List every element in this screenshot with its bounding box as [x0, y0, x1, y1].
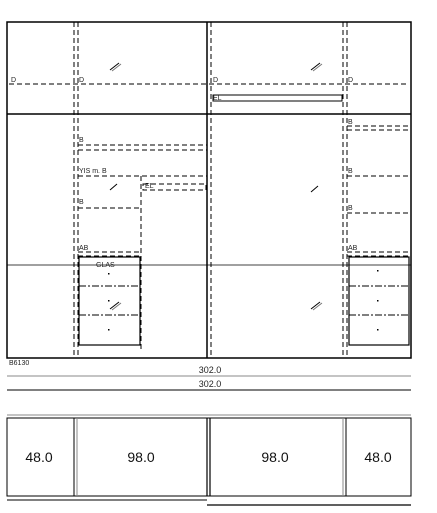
label-GLAS: GLAS — [96, 262, 115, 269]
label-D2: D — [79, 77, 85, 84]
drawing-code: B6130 — [9, 360, 30, 367]
drawer-knob-l1 — [108, 273, 110, 275]
drawer-knob-l2 — [108, 300, 110, 302]
label-B2: B — [79, 199, 84, 206]
label-YIS: YIS m. B — [79, 168, 107, 175]
label-D1: D — [11, 77, 17, 84]
glass-mark-4 — [311, 186, 318, 192]
label-D3: D — [213, 77, 219, 84]
drawer-knob-l3 — [108, 329, 110, 331]
glass-mark-1 — [110, 63, 121, 71]
glass-mark-3 — [110, 184, 117, 190]
segment-4: 48.0 — [364, 449, 392, 465]
label-EL2: EL — [145, 183, 154, 190]
segment-3: 98.0 — [261, 449, 289, 465]
label-B3: B — [348, 119, 353, 126]
dim-inner: 302.0 — [198, 365, 222, 375]
label-B1: B — [79, 137, 84, 144]
EL-box-top — [213, 95, 342, 101]
segment-1: 48.0 — [25, 449, 53, 465]
label-B5: B — [348, 205, 353, 212]
glass-mark-2 — [311, 63, 322, 71]
plan-outline — [7, 418, 411, 496]
drawer-knob-r1 — [377, 270, 379, 272]
cabinet-outline — [7, 22, 411, 358]
label-EL1: EL — [213, 95, 222, 102]
segment-2: 98.0 — [127, 449, 155, 465]
label-B4: B — [348, 168, 353, 175]
drawer-unit-right — [349, 257, 409, 345]
drawer-knob-r3 — [377, 329, 379, 331]
glass-mark-6 — [311, 302, 322, 310]
label-AB2: AB — [348, 245, 358, 252]
label-D4: D — [348, 77, 354, 84]
dim-outer: 302.0 — [198, 379, 222, 389]
drawer-knob-r2 — [377, 300, 379, 302]
label-AB1: AB — [79, 245, 89, 252]
glass-mark-5 — [110, 302, 121, 310]
